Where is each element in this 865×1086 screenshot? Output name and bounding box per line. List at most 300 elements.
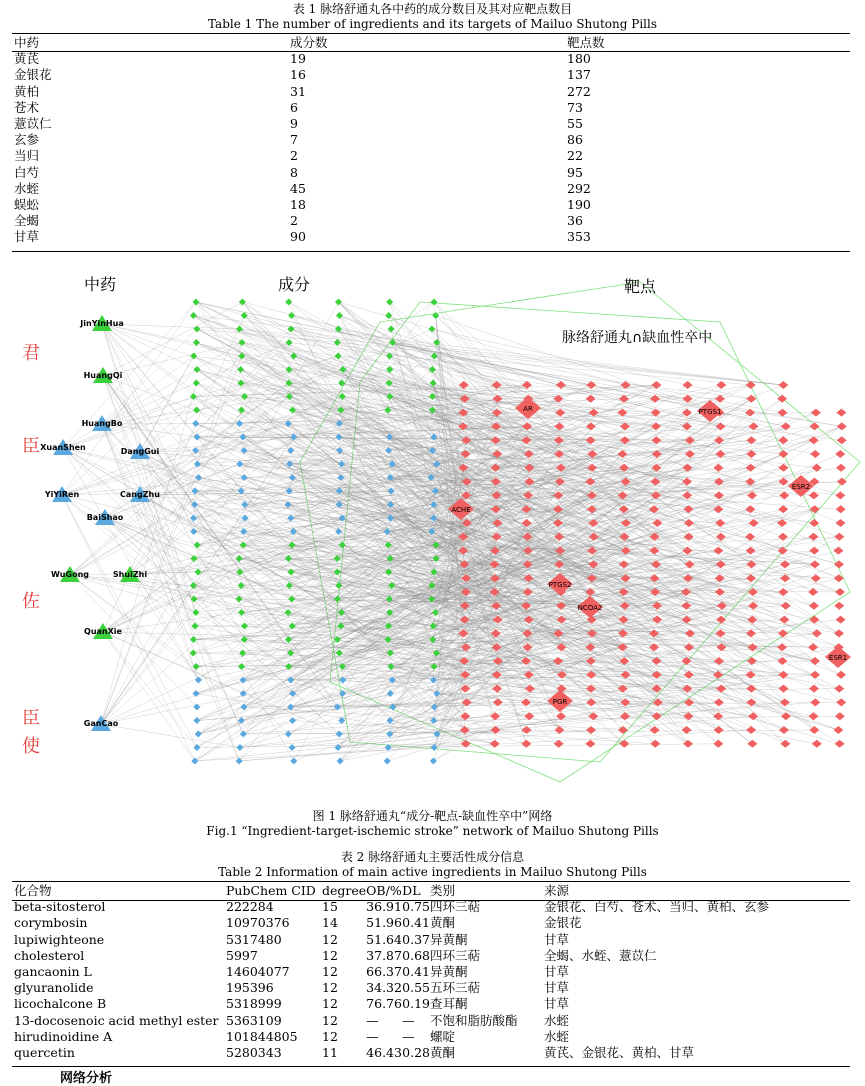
table1-row <box>14 67 767 83</box>
target-node <box>809 685 819 693</box>
table2-cell: 37.87 <box>366 947 402 963</box>
herb-label: HuangQi <box>83 371 123 380</box>
table2-cell: 195396 <box>226 980 274 996</box>
target-node <box>837 422 847 430</box>
target-node <box>835 740 845 748</box>
table2-row <box>14 915 784 931</box>
ingredient-node <box>237 366 244 373</box>
target-node <box>493 698 503 706</box>
target-node <box>810 671 820 679</box>
big-target-label: AR <box>523 405 533 413</box>
target-node <box>810 560 820 568</box>
target-node <box>586 726 596 734</box>
target-node <box>555 409 565 417</box>
table2-cell: quercetin <box>14 1044 75 1060</box>
table1-cell: 全蝎 <box>14 213 40 229</box>
table1-cell: 86 <box>567 132 583 148</box>
table2-cell: 水蛭 <box>544 1012 570 1028</box>
table1-cell: 8 <box>290 164 298 180</box>
ingredient-node <box>241 447 248 454</box>
target-node <box>836 505 846 513</box>
herb-label: GanCao <box>83 719 119 728</box>
table1-cell: 90 <box>290 229 306 245</box>
big-target-label: ESR1 <box>828 654 848 662</box>
herb-label: HuangBo <box>81 419 123 428</box>
table2-cell: 222284 <box>226 899 274 915</box>
ingredient-node <box>387 717 394 724</box>
target-node <box>682 409 692 417</box>
target-node <box>746 685 756 693</box>
table2-cell: 101844805 <box>226 1028 298 1044</box>
ingredient-node <box>190 312 197 319</box>
table1-cell: 190 <box>567 196 591 212</box>
table2-cell: 34.32 <box>366 980 402 996</box>
table1-title-en: Table 1 The number of ingredients and its targets of Mailuo Shutong Pills <box>207 17 657 31</box>
table1-cell: 19 <box>290 51 306 67</box>
ingredient-node <box>195 569 202 576</box>
table1-cell: 16 <box>290 67 306 83</box>
target-node <box>619 395 629 403</box>
target-node <box>778 533 788 541</box>
table2-row <box>14 932 784 948</box>
table2-cell: 0.41 <box>402 964 431 980</box>
ingredient-node <box>339 677 346 684</box>
big-target-label: ACHE <box>451 506 471 514</box>
table2-header-cell: 来源 <box>544 883 570 899</box>
table1-cell: 45 <box>290 180 306 196</box>
table2-cell: 0.68 <box>402 947 431 963</box>
table2-header-cell: OB/% <box>366 883 402 899</box>
table2-cell: 0.28 <box>402 1044 431 1060</box>
target-node <box>808 643 818 651</box>
target-node <box>781 602 791 610</box>
table2-row <box>14 1013 784 1029</box>
herb-label: YiYiRen <box>44 490 80 499</box>
table1-cell: 蜈蚣 <box>14 196 40 212</box>
target-node <box>834 685 844 693</box>
target-node <box>779 685 789 693</box>
table1-cell: 2 <box>290 213 298 229</box>
table2-cell: 水蛭 <box>544 1028 570 1044</box>
target-node <box>835 450 845 458</box>
ingredient-node <box>287 704 294 711</box>
table1-row <box>14 148 767 164</box>
table2-title-cn: 表 2 脉络舒通丸主要活性成分信息 <box>340 850 525 864</box>
table1-row <box>14 229 767 245</box>
table2-cell: 51.96 <box>366 915 402 931</box>
target-node <box>781 422 791 430</box>
table2-cell: 5997 <box>226 947 258 963</box>
table2-cell: lupiwighteone <box>14 931 105 947</box>
role-chen: 臣 <box>22 436 40 457</box>
table1-cell: 2 <box>290 148 298 164</box>
ingredient-node <box>339 515 346 522</box>
ingredient-node <box>238 339 245 346</box>
table1-cell: 353 <box>567 229 591 245</box>
table1-row <box>14 213 767 229</box>
ingredient-node <box>190 636 197 643</box>
table2-cell: 黄酮 <box>430 1044 456 1060</box>
table1-header-cell: 靶点数 <box>567 35 605 51</box>
target-node <box>585 740 595 748</box>
table1-row <box>14 116 767 132</box>
target-node <box>747 491 757 499</box>
table1-cell: 黄柏 <box>14 83 40 99</box>
ingredient-node <box>285 420 292 427</box>
target-node <box>809 547 819 555</box>
ingredient-node <box>192 609 199 616</box>
ingredient-node <box>334 569 341 576</box>
intersection-label: 脉络舒通丸∩缺血性卒中 <box>562 330 713 346</box>
target-node <box>835 712 845 720</box>
target-node <box>683 381 693 389</box>
ingredient-node <box>385 447 392 454</box>
table2-header-cell: 类别 <box>430 883 456 899</box>
target-node <box>521 740 531 748</box>
table1-cell: 7 <box>290 132 298 148</box>
ingredient-node <box>386 299 393 306</box>
big-target-label: ESR2 <box>791 483 811 491</box>
ingredient-node <box>431 744 438 751</box>
target-node <box>652 685 662 693</box>
ingredient-node <box>338 461 345 468</box>
target-node <box>810 450 820 458</box>
herb-label: CangZhu <box>120 490 160 499</box>
table1-row <box>14 197 767 213</box>
table2-cell: 0.19 <box>402 996 431 1012</box>
target-node <box>811 409 821 417</box>
ingredient-node <box>241 623 248 630</box>
table2 <box>14 883 784 1061</box>
table1-bottom-rule <box>12 251 850 252</box>
ingredient-node <box>241 393 248 400</box>
table2-cell: cholesterol <box>14 947 85 963</box>
table2-cell: 5363109 <box>226 1012 282 1028</box>
target-node <box>682 726 692 734</box>
table1-cell: 272 <box>567 83 591 99</box>
target-node <box>781 712 791 720</box>
table2-cell: 14 <box>322 915 338 931</box>
table2-row <box>14 1029 784 1045</box>
table2-cell: 甘草 <box>544 931 570 947</box>
target-node <box>746 629 756 637</box>
target-node <box>836 464 846 472</box>
table2-row <box>14 899 784 915</box>
ingredient-node <box>289 717 296 724</box>
target-node <box>620 436 630 444</box>
table1-cell: 金银花 <box>14 67 52 83</box>
target-node <box>716 685 726 693</box>
table1-cell: 36 <box>567 213 583 229</box>
table1-cell: 18 <box>290 196 306 212</box>
ingredient-node <box>289 474 296 481</box>
table1-cell: 9 <box>290 116 298 132</box>
ingredient-node <box>190 393 197 400</box>
target-node <box>685 629 695 637</box>
table1-cell: 薏苡仁 <box>14 116 52 132</box>
herb-label: XuanShen <box>40 443 86 452</box>
table2-cell: 76.76 <box>366 996 402 1012</box>
table1-row <box>14 84 767 100</box>
table2-cell: 12 <box>322 947 338 963</box>
target-node <box>780 560 790 568</box>
table1-cell: 95 <box>567 164 583 180</box>
table2-row <box>14 980 784 996</box>
table1-cell: 当归 <box>14 148 40 164</box>
table2-cell: beta-sitosterol <box>14 899 106 915</box>
table2-cell: 异黄酮 <box>430 931 468 947</box>
target-node <box>779 464 789 472</box>
target-node <box>837 436 847 444</box>
table2-cell: 13-docosenoic acid methyl ester <box>14 1012 219 1028</box>
target-node <box>834 533 844 541</box>
table2-cell: 0.55 <box>402 980 431 996</box>
ingredient-node <box>193 717 200 724</box>
target-node <box>809 602 819 610</box>
table2-header-cell: 化合物 <box>14 883 52 899</box>
table2-cell: 10970376 <box>226 915 290 931</box>
table2-cell: 12 <box>322 980 338 996</box>
table2-header-cell: DL <box>402 883 421 899</box>
table1-cell: 甘草 <box>14 229 40 245</box>
target-node <box>809 726 819 734</box>
table1-row <box>14 51 767 67</box>
ingredient-node <box>240 731 247 738</box>
ingredient-node <box>387 690 394 697</box>
table1-header-row <box>14 35 767 51</box>
table1-row <box>14 132 767 148</box>
target-node <box>778 505 788 513</box>
ingredient-node <box>238 717 245 724</box>
target-node <box>746 560 756 568</box>
target-node <box>811 574 821 582</box>
ingredient-node <box>430 758 437 765</box>
target-node <box>586 422 596 430</box>
target-node <box>835 491 845 499</box>
target-node <box>778 381 788 389</box>
herb-label: WuGong <box>50 570 90 579</box>
table1-cell: 6 <box>290 99 298 115</box>
table1-cell: 73 <box>567 99 583 115</box>
header-target: 靶点 <box>624 277 657 296</box>
table1 <box>14 35 767 245</box>
table2-cell: 5318999 <box>226 996 282 1012</box>
ingredient-node <box>190 528 197 535</box>
big-target-label: PTGS1 <box>698 408 722 416</box>
herb-label: DangGui <box>120 447 160 456</box>
target-node <box>809 436 819 444</box>
target-node <box>836 671 846 679</box>
table2-cell: 15 <box>322 899 338 915</box>
table2-cell: 46.43 <box>366 1044 402 1060</box>
target-node <box>808 588 818 596</box>
table2-cell: glyuranolide <box>14 980 94 996</box>
table2-cell: 查耳酮 <box>430 996 468 1012</box>
table1-cell: 苍术 <box>14 99 40 115</box>
role-zuo: 佐 <box>22 591 40 612</box>
table2-header-cell: PubChem CID <box>226 883 316 899</box>
ingredient-node <box>287 515 294 522</box>
table1-cell: 22 <box>567 148 583 164</box>
table2-row <box>14 1045 784 1061</box>
target-node <box>525 685 535 693</box>
header-herb: 中药 <box>84 275 117 294</box>
ingredient-node <box>193 380 200 387</box>
table2-cell: 66.37 <box>366 964 402 980</box>
table2-header-row <box>14 883 784 899</box>
target-node <box>714 726 724 734</box>
table2-cell: 51.64 <box>366 931 402 947</box>
table2-cell: gancaonin L <box>14 964 92 980</box>
target-node <box>522 726 532 734</box>
target-node <box>748 643 758 651</box>
table2-header-rule <box>12 900 850 901</box>
table2-cell: 5317480 <box>226 931 282 947</box>
table2-cell: 四环三萜 <box>430 947 481 963</box>
table1-cell: 白芍 <box>14 164 40 180</box>
target-node <box>490 740 500 748</box>
table1-cell: 137 <box>567 67 591 83</box>
herb-label: ShuiZhi <box>112 570 148 579</box>
table2-cell: 全蝎、水蛭、薏苡仁 <box>544 947 657 963</box>
role-jun: 君 <box>22 343 40 364</box>
ingredient-node <box>236 744 243 751</box>
header-ingredient: 成分 <box>278 275 311 294</box>
table2-cell: 0.41 <box>402 915 431 931</box>
table2-cell: 0.37 <box>402 931 431 947</box>
table1-row <box>14 100 767 116</box>
table1-cell: 水蛭 <box>14 180 40 196</box>
target-node <box>834 602 844 610</box>
target-node <box>746 395 756 403</box>
table2-cell: hirudinoidine A <box>14 1028 113 1044</box>
table1-header-rule <box>12 51 850 52</box>
table1-cell: 180 <box>567 51 591 67</box>
herb-label: BaiShao <box>86 513 124 522</box>
table2-row <box>14 964 784 980</box>
ingredient-node <box>191 758 198 765</box>
table2-cell: 0.75 <box>402 899 431 915</box>
table1-cell: 玄参 <box>14 132 40 148</box>
figure1-caption-en: Fig.1 “Ingredient-target-ischemic stroke” network of Mailuo Shutong Pills <box>206 824 659 838</box>
ingredient-node <box>431 299 438 306</box>
table2-cell: 黄酮 <box>430 915 456 931</box>
ingredient-node <box>285 299 292 306</box>
target-node <box>651 560 661 568</box>
target-node <box>810 422 820 430</box>
ingredient-node <box>194 461 201 468</box>
next-section-fragment: 网络分析 <box>60 1071 113 1086</box>
ingredient-node <box>192 420 199 427</box>
herb-label: JinYinHua <box>80 319 124 328</box>
ingredient-node <box>388 488 395 495</box>
target-node <box>650 478 660 486</box>
table1-row <box>14 165 767 181</box>
target-node <box>746 726 756 734</box>
big-target-label: NCOA2 <box>577 604 603 612</box>
table2-cell: corymbosin <box>14 915 88 931</box>
table2-cell: 12 <box>322 964 338 980</box>
table1-header-cell: 中药 <box>14 35 40 51</box>
table2-cell: 12 <box>322 1012 338 1028</box>
table2-cell: 5280343 <box>226 1044 282 1060</box>
ingredient-node <box>339 542 346 549</box>
target-node <box>780 574 790 582</box>
table1-cell: 31 <box>290 83 306 99</box>
table2-cell: — <box>402 1012 415 1028</box>
target-node <box>586 381 596 389</box>
table2-cell: 螺啶 <box>430 1028 456 1044</box>
ingredient-node <box>195 731 202 738</box>
ingredient-node <box>290 758 297 765</box>
ingredient-node <box>192 623 199 630</box>
table2-header-cell: degree <box>322 883 367 899</box>
target-node <box>833 547 843 555</box>
table2-cell: — <box>402 1028 415 1044</box>
ingredient-node <box>336 650 343 657</box>
ingredient-node <box>190 515 197 522</box>
ingredient-node <box>334 555 341 562</box>
big-target-label: PTGS2 <box>548 581 572 589</box>
target-node <box>715 588 725 596</box>
target-node <box>685 436 695 444</box>
target-node <box>833 726 843 734</box>
target-node <box>556 381 566 389</box>
table1-cell: 黄芪 <box>14 51 40 67</box>
target-node <box>812 629 822 637</box>
target-node <box>714 491 724 499</box>
table2-cell: 金银花 <box>544 915 582 931</box>
table1-header-cell: 成分数 <box>290 35 328 51</box>
table2-cell: 甘草 <box>544 996 570 1012</box>
target-node <box>810 698 820 706</box>
table1-cell: 55 <box>567 116 583 132</box>
target-node <box>808 533 818 541</box>
table2-cell: 14604077 <box>226 964 290 980</box>
role-chen-shi-1: 臣 <box>22 708 40 729</box>
table2-cell: — <box>366 1012 379 1028</box>
target-node <box>836 616 846 624</box>
target-node <box>682 422 692 430</box>
ingredient-node <box>192 690 199 697</box>
table1-cell: 292 <box>567 180 591 196</box>
figure1-caption-cn: 图 1 脉络舒通丸“成分-靶点-缺血性卒中”网络 <box>312 809 553 823</box>
table2-cell: 异黄酮 <box>430 964 468 980</box>
table2-top-rule <box>12 881 850 882</box>
target-node <box>652 519 662 527</box>
target-node <box>684 643 694 651</box>
table2-cell: 11 <box>322 1044 338 1060</box>
table2-title-en: Table 2 Information of main active ingredients in Mailuo Shutong Pills <box>218 865 647 879</box>
table1-title-cn: 表 1 脉络舒通丸各中药的成分数目及其对应靶点数目 <box>292 2 573 16</box>
table2-row <box>14 948 784 964</box>
target-node <box>834 629 844 637</box>
herb-label: QuanXie <box>84 627 122 636</box>
table2-row <box>14 996 784 1012</box>
target-node <box>620 698 630 706</box>
table2-cell: 36.91 <box>366 899 402 915</box>
ingredient-node <box>193 407 200 414</box>
target-node <box>836 698 846 706</box>
table2-cell: 甘草 <box>544 980 570 996</box>
network-edges <box>62 302 842 761</box>
role-chen-shi-2: 使 <box>22 736 40 757</box>
ingredient-node <box>337 474 344 481</box>
network-figure <box>0 262 865 807</box>
target-node <box>683 395 693 403</box>
table2-bottom-rule <box>12 1066 850 1067</box>
target-node <box>835 519 845 527</box>
